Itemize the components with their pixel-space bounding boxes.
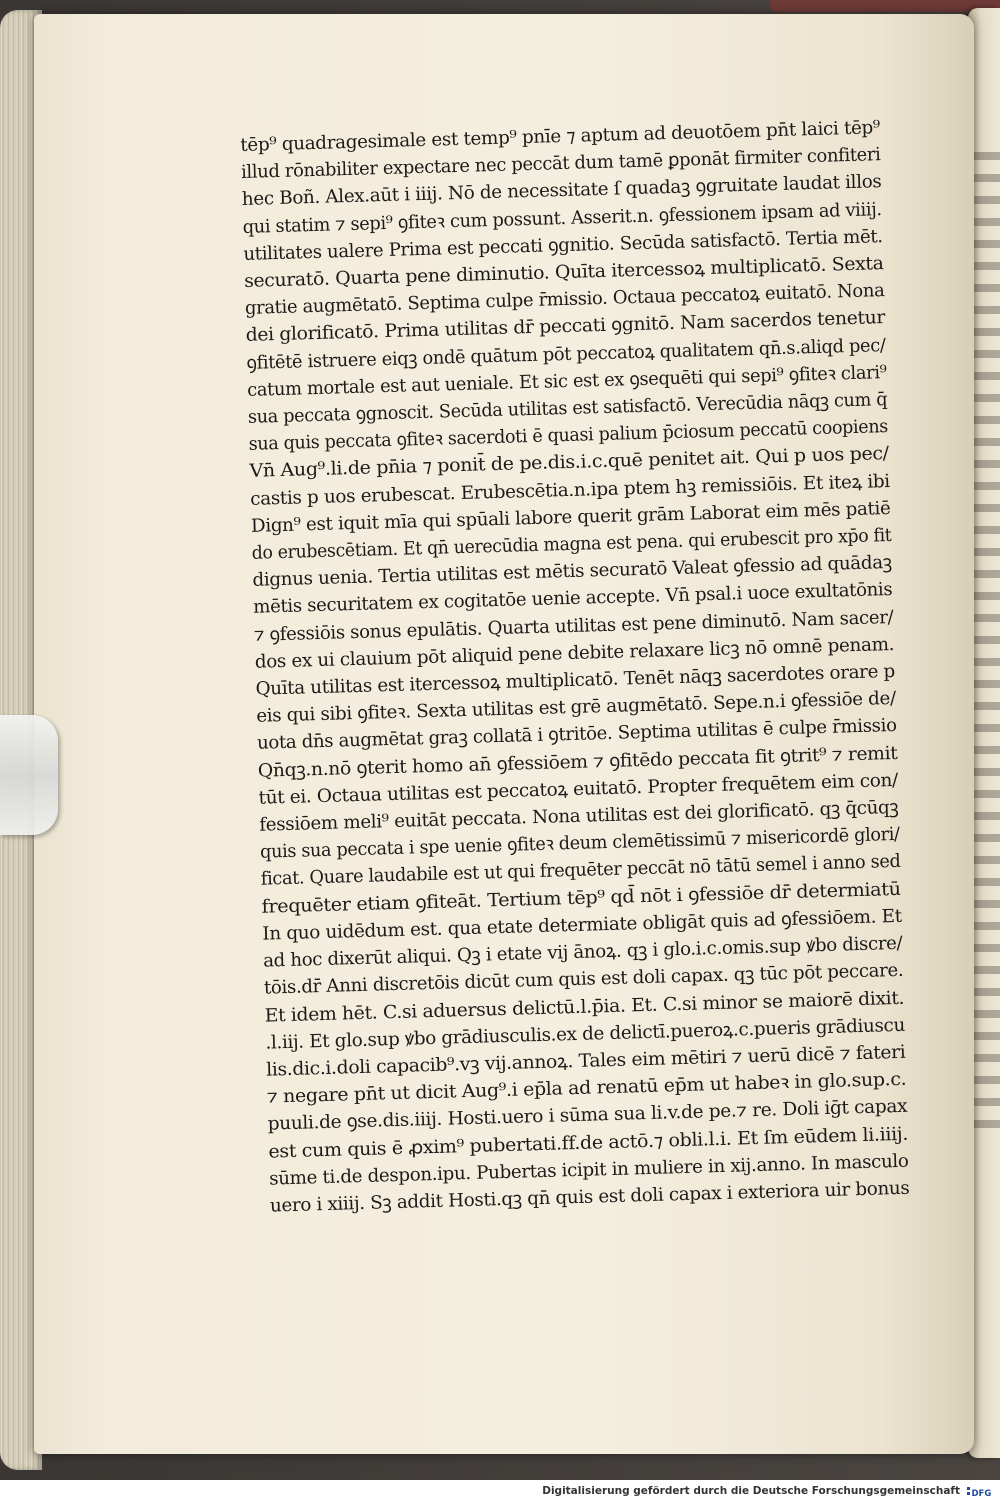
text-line: In quo uidēdum est. qua etate determiate obligāt quis ad ꝯfessiōem. Et	[262, 905, 903, 945]
text-line: uero i xiiij. Sꝫ addit Hosti.qꝫ qn̄ quis est doli capax i exteriora uir bonus	[269, 1177, 910, 1217]
facing-page-text-edge	[974, 138, 1000, 1138]
text-line: ad hoc dixerūt aliqui. Qꝫ i etate vij ānoꝝ. qꝫ i glo.i.c.omis.sup ꝟbo discre/	[262, 932, 903, 972]
text-line: tōis.dr̄ Anni discretōis dicūt cum quis est doli capax. qꝫ tūc pōt peccare.	[263, 960, 904, 999]
text-line: dignus uenia. Tertia utilitas est mētis securatō Valeat ꝯfessio ad quādaꝫ	[252, 552, 893, 592]
text-line: fessiōem meli⁹ euitāt peccata. Nona utilitas est dei glorificatō. qꝫ q̄cūqꝫ	[259, 796, 899, 836]
text-line: Qn̄qꝫ.n.nō ꝯterit homo an̄ ꝯfessiōem ⁊ ꝯfitēdo peccata fit ꝯtrit⁹ ⁊ remit	[257, 742, 898, 782]
text-line: sua peccata ꝯgnoscit. Secūda utilitas est satisfactō. Verecūdia nāqꝫ cum q̄	[247, 389, 888, 428]
text-line: Et idem hēt. C.si aduersus delictū.l.p̄ia. Et. C.si minor se maiorē dixit.	[264, 987, 905, 1027]
text-block	[240, 114, 929, 1217]
text-line: utilitates ualere Prima est peccati ꝯgnitio. Secūda satisfactō. Tertia mēt.	[243, 225, 883, 265]
text-line: illud rōnabiliter expectare nec peccāt dum tamē ꝑponāt firmiter confiteri	[240, 144, 881, 184]
text-line: qui statim ⁊ sepi⁹ ꝯfiteꝛ cum possunt. Asserit.n. ꝯfessionem ipsam ad viiij.	[242, 198, 882, 238]
text-line: eis qui sibi ꝯfiteꝛ. Sexta utilitas est grē augmētatō. Sepe.n.i ꝯfessiōe de/	[256, 688, 897, 728]
dfg-logo-text: DFG	[971, 1489, 992, 1499]
text-line: est cum quis ē ꝓxim⁹ pubertati.ff.de actō.⁊ obli.l.i. Et ſm eūdem li.iiij.	[268, 1123, 909, 1163]
text-line: quis sua peccata i spe uenie ꝯfiteꝛ deum clemētissimū ⁊ misericordē glori/	[259, 824, 900, 863]
text-line: lis.dic.i.doli capacib⁹.vꝫ vij.annoꝝ. Tales eim mētiri ⁊ uerū dicē ⁊ fateri	[265, 1041, 906, 1081]
text-line: catum mortale est aut ueniale. Et sic est ex ꝯsequēti qui sepi⁹ ꝯfiteꝛ clari⁹	[246, 361, 887, 401]
text-line: ficat. Quare laudabile est ut qui frequēter peccāt nō tātū semel i anno sed	[260, 851, 901, 891]
text-line: ⁊ ꝯfessiōis sonus epulātis. Quarta utilitas est pene diminutō. Nam sacer/	[253, 606, 894, 646]
text-line: ꝯfitētē istruere eiqꝫ ondē quātum pōt peccatoꝝ qualitatem qn̄.s.aliqd pec/	[246, 334, 886, 374]
text-line: tēp⁹ quadragesimale est temp⁹ pnīe ⁊ aptum ad deuotōem pn̄t laici tēp⁹	[240, 117, 881, 156]
text-line: Quīta utilitas est itercessoꝝ multiplicatō. Tenēt nāqꝫ sacerdotes orare p	[255, 660, 896, 700]
text-line: Dign⁹ est iquit mīa qui spūali labore querit grām Laborat eim mēs patiē	[250, 497, 891, 537]
text-line: securatō. Quarta pene diminutio. Quīta itercessoꝝ multiplicatō. Sexta	[243, 253, 884, 292]
page-clip	[0, 715, 58, 835]
text-line: castis p uos erubescat. Erubescētia.n.ipa ptem hꝫ remissiōis. Et iteꝝ ibi	[249, 470, 891, 510]
footer-bar	[0, 1480, 1000, 1505]
text-line: Vn̄ Aug⁹.li.de pn̄ia ⁊ ponit̄ de pe.dis.i.c.quē penitet ait. Qui p uos pec/	[249, 443, 890, 483]
text-line: uota dn̄s augmētat graꝫ collatā i ꝯtritōe. Septima utilitas ē culpe r̄missio	[256, 715, 897, 755]
text-line: puuli.de ꝯse.dis.iiij. Hosti.uero i sūma sua li.v.de pe.⁊ re. Doli iḡt capax	[267, 1096, 908, 1135]
text-line: sua quis peccata ꝯfiteꝛ sacerdoti ē quasi palium p̄ciosum peccatū coopiens	[248, 416, 889, 456]
text-line: do erubescētiam. Et qn̄ uerecūdia magna est pena. qui erubescit pro xp̄o fit	[251, 525, 892, 564]
text-line: dos ex ui clauium pōt aliquid pene debite relaxare licꝫ nō omnē penam.	[254, 633, 895, 673]
text-line: mētis securitatem ex cogitatōe uenie accepte. Vn̄ psal.i uoce exultatōnis	[252, 579, 893, 619]
text-line: ⁊ negare pn̄t ut dicit Aug⁹.i ep̄la ad renatū ep̄m ut habeꝛ in glo.sup.c.	[266, 1068, 907, 1108]
book-cover-edge	[770, 0, 1000, 12]
text-line: tūt ei. Octaua utilitas est peccatoꝝ euitatō. Propter frequētem eim con/	[258, 769, 899, 809]
text-line: dei glorificatō. Prima utilitas dr̄ peccati ꝯgnitō. Nam sacerdos tenetur	[245, 307, 886, 347]
text-line: sūme ti.de despon.ipu. Pubertas icipit in muliere in xij.anno. In masculo	[268, 1150, 909, 1190]
text-line: .l.iij. Et glo.sup ꝟbo grādiusculis.ex de delictī.pueroꝝ.c.pueris grādiuscu	[265, 1014, 906, 1054]
text-line: gratie augmētatō. Septima culpe r̄missio. Octaua peccatoꝝ euitatō. Nona	[244, 280, 885, 320]
digitization-credit: Digitalisierung gefördert durch die Deutsche Forschungsgemeinschaft	[542, 1485, 960, 1497]
text-line: hec Boñ. Alex.aūt i iiij. Nō de necessitate ſ quadaꝫ ꝯgruitate laudat illos	[241, 171, 882, 211]
dfg-logo-icon	[966, 1484, 994, 1500]
text-line: frequēter etiam ꝯfiteāt. Tertium tēp⁹ qd̄ nōt i ꝯfessiōe dr̄ determiatū	[261, 878, 901, 918]
